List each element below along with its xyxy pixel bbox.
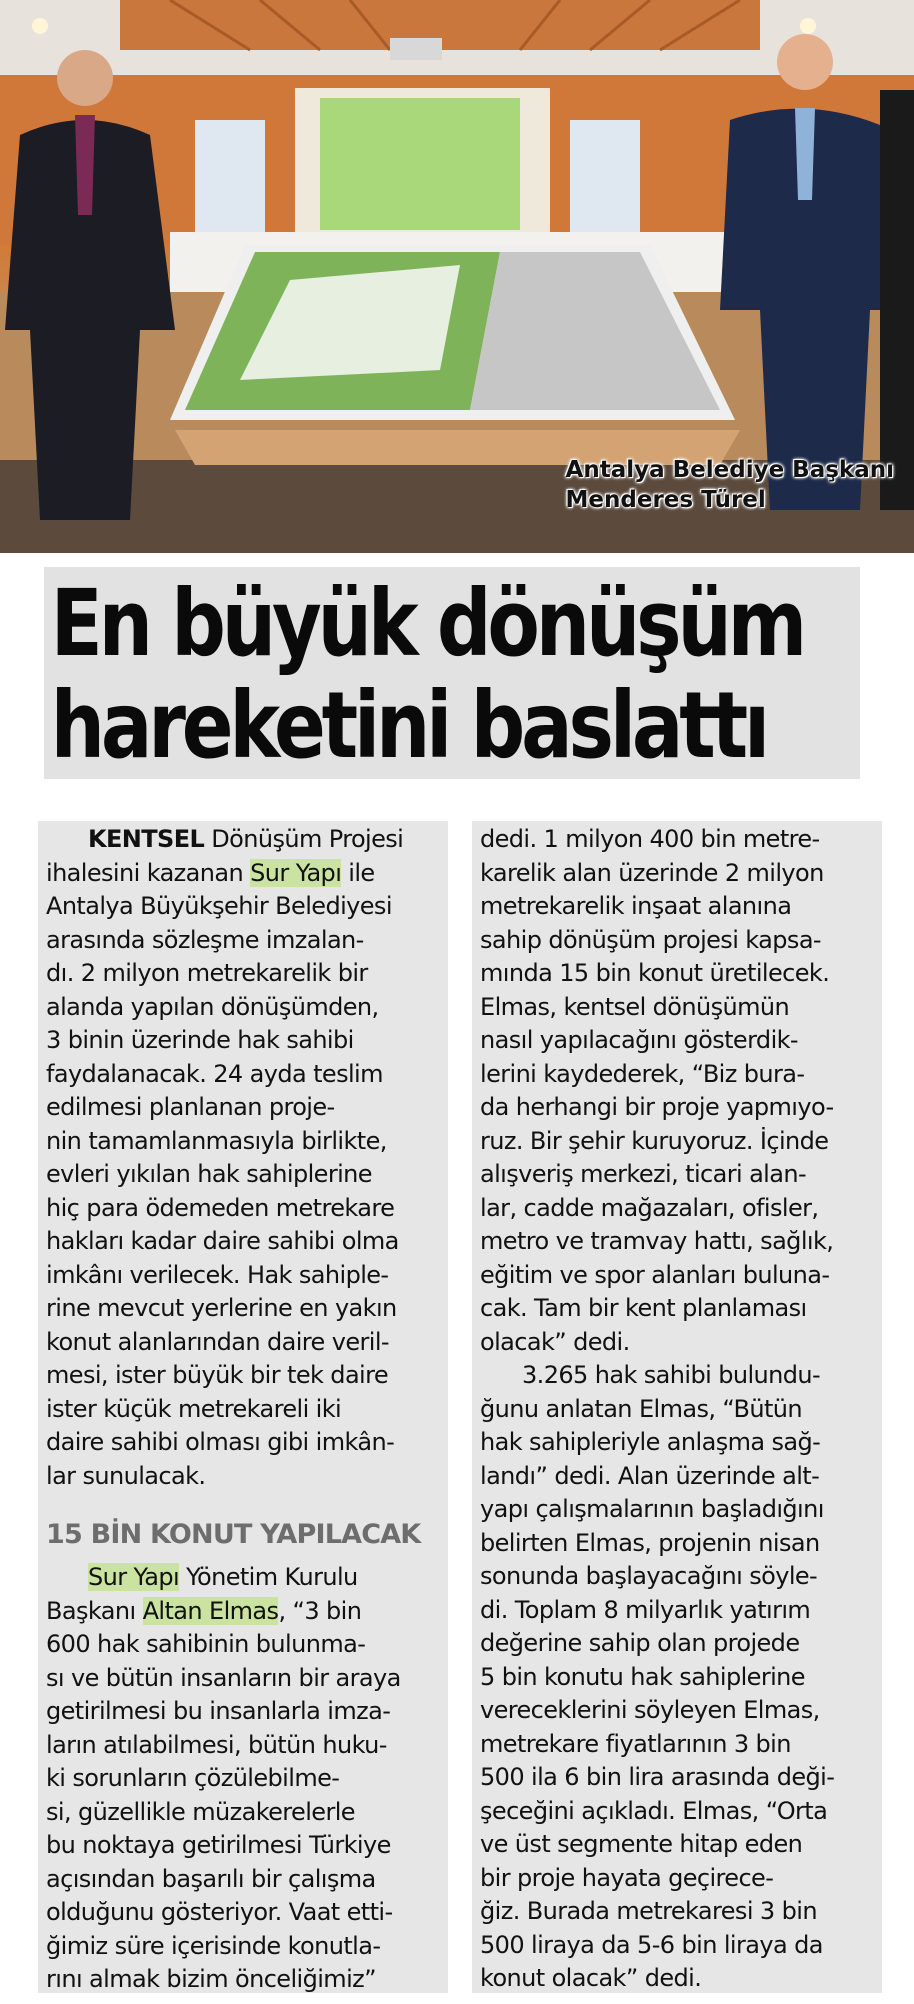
text-line: 500 ila 6 bin lira arasında deği- <box>480 1763 835 1791</box>
text-fragment: Yönetim Kurulu <box>179 1563 358 1591</box>
text-line <box>46 857 442 891</box>
text-line: ğiz. Burada metrekaresi 3 bin <box>480 1897 817 1925</box>
text-line: ister küçük metrekareli iki <box>46 1394 342 1423</box>
paragraph-3 <box>480 823 876 1359</box>
text-line: sonunda başlayacağını söyle- <box>480 1562 818 1590</box>
text-line: lar sunulacak. <box>46 1461 206 1490</box>
highlight-company: Sur Yapı <box>250 858 342 887</box>
text-line: dı. 2 milyon metrekarelik bir <box>46 959 368 987</box>
highlight-company: Sur Yapı <box>88 1563 180 1591</box>
text-line: da herhangi bir proje yapmıyo- <box>480 1093 834 1121</box>
text-line: getirilmesi bu insanlarla imza- <box>46 1697 391 1725</box>
text-line: Antalya Büyükşehir Belediyesi <box>46 892 392 920</box>
headline-line-2: hareketini baslattı <box>50 672 766 779</box>
text-line: mesi, ister büyük bir tek daire <box>46 1361 389 1389</box>
text-line: sahip dönüşüm projesi kapsa- <box>480 925 821 954</box>
text-line: şeceğini açıkladı. Elmas, “Orta <box>480 1796 828 1825</box>
article-column-left <box>38 821 448 1993</box>
text-line: ve üst segmente hitap eden <box>480 1830 803 1858</box>
text-fragment: ihalesini kazanan <box>46 858 251 887</box>
text-line: evleri yıkılan hak sahiplerine <box>46 1160 372 1188</box>
text-line: yapı çalışmalarının başladığını <box>480 1495 824 1523</box>
headline-line-1: En büyük dönüşüm <box>50 570 804 677</box>
text-line: olacak” dedi. <box>480 1327 630 1356</box>
text-line: ların atılabilmesi, bütün huku- <box>46 1730 387 1759</box>
text-line: nin tamamlanmasıyla birlikte, <box>46 1126 387 1155</box>
text-line: belirten Elmas, projenin nisan <box>480 1528 820 1557</box>
text-line: mında 15 bin konut üretilecek. <box>480 959 830 987</box>
text-line: konut alanlarından daire veril- <box>46 1327 389 1356</box>
headline <box>44 567 804 779</box>
text-line: hiç para ödemeden metrekare <box>46 1193 395 1222</box>
text-line: 3 binin üzerinde hak sahibi <box>46 1026 354 1054</box>
text-line <box>46 1595 442 1629</box>
paragraph-1 <box>46 823 442 1493</box>
text-line: dedi. 1 milyon 400 bin metre- <box>480 825 820 853</box>
text-line: 500 liraya da 5-6 bin liraya da <box>480 1930 823 1959</box>
text-line: ğunu anlatan Elmas, “Bütün <box>480 1394 803 1423</box>
text-line: hak sahipleriyle anlaşma sağ- <box>480 1428 821 1456</box>
text-fragment: ile <box>341 858 375 887</box>
text-line: ğimiz süre içerisinde konutla- <box>46 1931 381 1960</box>
text-line: açısından başarılı bir çalışma <box>46 1864 376 1893</box>
text-line: 5 bin konutu hak sahiplerine <box>480 1662 805 1691</box>
text-line: cak. Tam bir kent planlaması <box>480 1294 807 1322</box>
subheading: 15 BİN KONUT YAPILACAK <box>46 1519 421 1550</box>
paragraph-4 <box>480 1359 876 1993</box>
text-line: di. Toplam 8 milyarlık yatırım <box>480 1595 811 1624</box>
text-line: bir proje hayata geçirece- <box>480 1863 774 1892</box>
text-line: vereceklerini söyleyen Elmas, <box>480 1696 820 1724</box>
text-line <box>46 1561 442 1595</box>
text-line: ki sorunların çözülebilme- <box>46 1764 340 1792</box>
text-line: edilmesi planlanan proje- <box>46 1093 335 1121</box>
text-line: 3.265 hak sahibi bulundu- <box>522 1361 821 1389</box>
headline-block <box>44 567 860 779</box>
caption-line-2: Menderes Türel <box>565 487 766 513</box>
text-line: nasıl yapılacağını gösterdik- <box>480 1026 798 1054</box>
text-line: lerini kaydederek, “Biz bura- <box>480 1059 805 1088</box>
text-line: ruz. Bir şehir kuruyoruz. İçinde <box>480 1126 829 1155</box>
article-column-right <box>472 821 882 1993</box>
text-line: landı” dedi. Alan üzerinde alt- <box>480 1461 820 1490</box>
text-line: hakları kadar daire sahibi olma <box>46 1227 399 1255</box>
text-line: değerine sahip olan projede <box>480 1629 800 1657</box>
text-fragment: , “3 bin <box>278 1596 362 1625</box>
text-line: lar, cadde mağazaları, ofisler, <box>480 1193 819 1222</box>
text-line: alışveriş merkezi, ticari alan- <box>480 1160 807 1188</box>
text-line <box>46 823 442 857</box>
text-line: daire sahibi olması gibi imkân- <box>46 1428 395 1456</box>
text-line: imkânı verilecek. Hak sahiple- <box>46 1260 389 1289</box>
text-fragment: Dönüşüm Projesi <box>204 825 404 853</box>
photo-caption <box>566 455 894 515</box>
caption-line-1: Antalya Belediye Başkanı <box>565 457 894 483</box>
text-line: metro ve tramvay hattı, sağlık, <box>480 1227 834 1255</box>
text-line: arasında sözleşme imzalan- <box>46 925 364 954</box>
text-line: eğitim ve spor alanları buluna- <box>480 1260 830 1289</box>
news-photo <box>0 0 914 553</box>
highlight-person: Altan Elmas <box>142 1596 279 1625</box>
text-line: rine mevcut yerlerine en yakın <box>46 1294 397 1322</box>
text-line: karelik alan üzerinde 2 milyon <box>480 858 824 887</box>
text-line: olduğunu gösteriyor. Vaat etti- <box>46 1898 393 1926</box>
text-fragment: Başkanı <box>46 1596 143 1625</box>
text-line: rını almak bizim önceliğimiz” <box>46 1965 376 1993</box>
text-line: bu noktaya getirilmesi Türkiye <box>46 1831 391 1859</box>
text-line: metrekare fiyatlarının 3 bin <box>480 1729 791 1758</box>
text-line: faydalanacak. 24 ayda teslim <box>46 1059 383 1088</box>
lead-word: KENTSEL <box>88 825 205 853</box>
text-line: metrekarelik inşaat alanına <box>480 892 792 920</box>
text-line: sı ve bütün insanların bir araya <box>46 1663 401 1692</box>
text-line: konut olacak” dedi. <box>480 1964 702 1992</box>
text-line: alanda yapılan dönüşümden, <box>46 992 379 1021</box>
text-line: 600 hak sahibinin bulunma- <box>46 1630 366 1658</box>
text-line: Elmas, kentsel dönüşümün <box>480 992 790 1021</box>
text-line: si, güzellikle müzakerelerle <box>46 1797 355 1826</box>
paragraph-2 <box>46 1561 442 1993</box>
